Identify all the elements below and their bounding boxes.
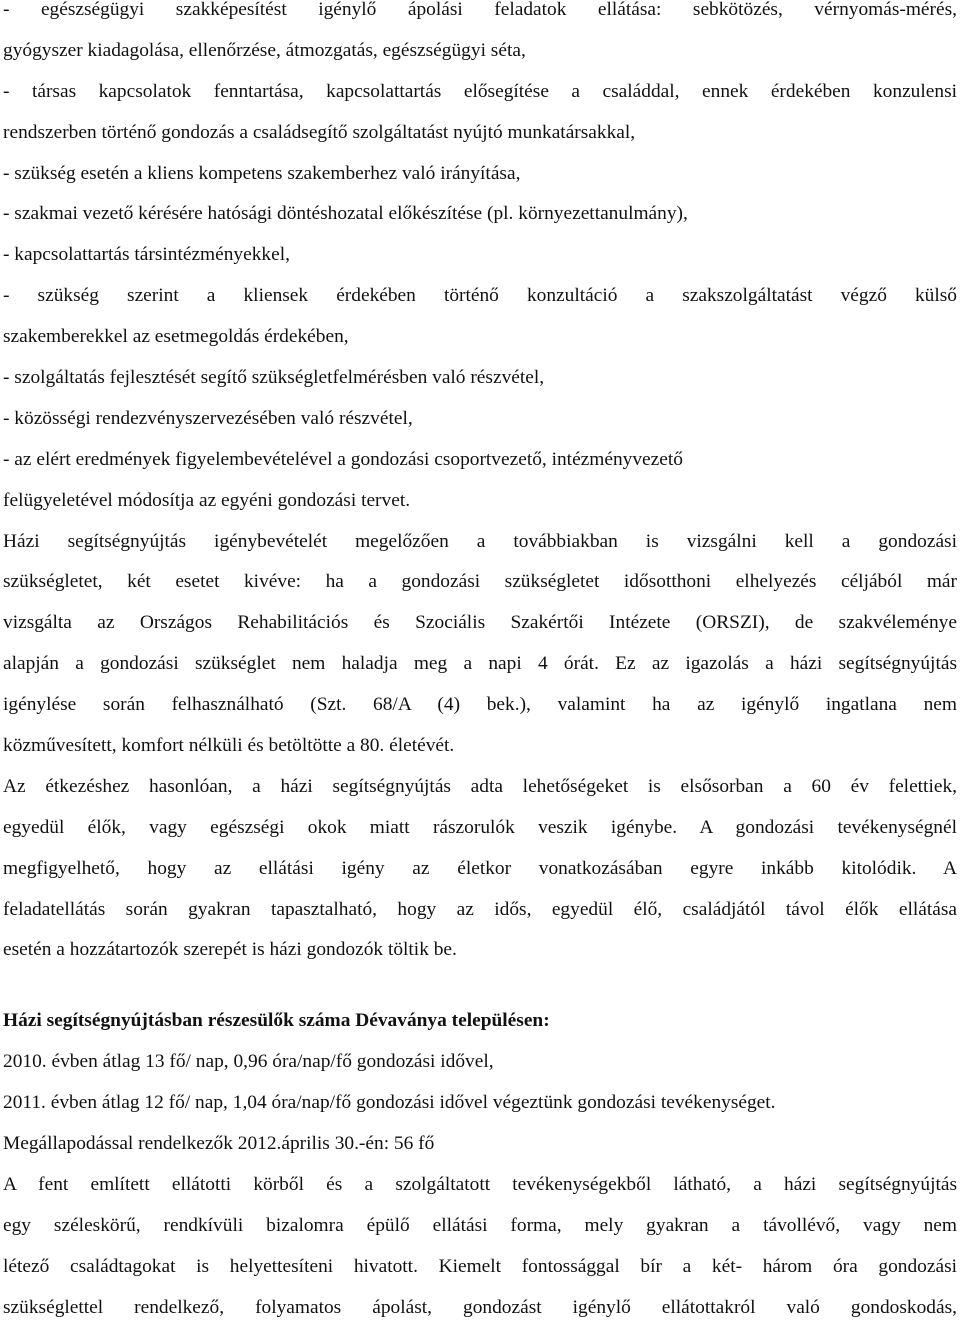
text-line: szükségletet, két esetet kivéve: ha a gondozási szükségletet idősotthoni elhelyezés céljából már [3,571,957,593]
text-line: Az étkezéshez hasonlóan, a házi segítségnyújtás adta lehetőségeket is elsősorban a 60 év felettiek, [3,775,957,797]
text-line: - egészségügyi szakképesítést igénylő ápolási feladatok ellátása: sebkötözés, vérnyomás-mérés, [3,0,957,20]
text-line: vizsgálta az Országos Rehabilitációs és Szociális Szakértői Intézete (ORSZI), de szakvéleménye [3,612,957,634]
text-line: - kapcsolattartás társintézményekkel, [3,244,290,266]
text-line: esetén a hozzátartozók szerepét is házi gondozók töltik be. [3,939,457,961]
paragraph-gap [3,971,957,1001]
text-line: egyedül élők, vagy egészségi okok miatt rászorulók veszik igénybe. A gondozási tevékenységnél [3,816,957,838]
text-line: - az elért eredmények figyelembevételével a gondozási csoportvezető, intézményvezető [3,448,683,470]
text-line: egy széleskörű, rendkívüli bizalomra épülő ellátási forma, mely gyakran a távollévő, vagy nem [3,1214,957,1236]
text-line: feladatellátás során gyakran tapasztalható, hogy az idős, egyedül élő, családjától távol élők ellátása [3,898,957,920]
text-line: - szükség szerint a kliensek érdekében történő konzultáció a szakszolgáltatást végző külső [3,285,957,307]
text-line: Házi segítségnyújtás igénybevételét megelőzően a továbbiakban is vizsgálni kell a gondozási [3,530,957,552]
text-line: létező családtagokat is helyettesíteni hivatott. Kiemelt fontossággal bír a két- három óra gondozási [3,1255,957,1277]
text-line: - társas kapcsolatok fenntartása, kapcsolattartás elősegítése a családdal, ennek érdekében konzulensi [3,80,957,102]
text-line: A fent említett ellátotti körből és a szolgáltatott tevékenységekből látható, a házi segítségnyújtás [3,1173,957,1195]
text-line: - szükség esetén a kliens kompetens szakemberhez való irányítása, [3,162,521,184]
text-line: szükséglettel rendelkező, folyamatos ápolást, gondozást igénylő ellátottakról való gondoskodás, [3,1296,957,1318]
text-line: Megállapodással rendelkezők 2012.április 30.-én: 56 fő [3,1133,435,1155]
text-line: alapján a gondozási szükséglet nem haladja meg a napi 4 órát. Ez az igazolás a házi segítségnyújtás [3,653,957,675]
text-line: közművesített, komfort nélküli és betöltötte a 80. életévét. [3,735,455,757]
text-line: 2011. évben átlag 12 fő/ nap, 1,04 óra/nap/fő gondozási idővel végeztünk gondozási tevékenységet. [3,1092,776,1114]
text-line: - közösségi rendezvényszervezésében való részvétel, [3,407,413,429]
text-line: - szolgáltatás fejlesztését segítő szükségletfelmérésben való részvétel, [3,367,545,389]
text-line: gyógyszer kiadagolása, ellenőrzése, átmozgatás, egészségügyi séta, [3,39,526,61]
text-line: igénylése során felhasználható (Szt. 68/A (4) bek.), valamint ha az igénylő ingatlana nem [3,694,957,716]
text-line: megfigyelhető, hogy az ellátási igény az életkor vonatkozásában egyre inkább kitolódik. A [3,857,957,879]
text-line: felügyeletével módosítja az egyéni gondozási tervet. [3,489,411,511]
text-line: - szakmai vezető kérésére hatósági döntéshozatal előkészítése (pl. környezettanulmány), [3,203,688,225]
section-heading: Házi segítségnyújtásban részesülők száma Dévaványa településen: [3,1010,550,1032]
text-line: 2010. évben átlag 13 fő/ nap, 0,96 óra/nap/fő gondozási idővel, [3,1051,494,1073]
text-line: szakemberekkel az esetmegoldás érdekében, [3,326,349,348]
text-line: rendszerben történő gondozás a családsegítő szolgáltatást nyújtó munkatársakkal, [3,121,636,143]
